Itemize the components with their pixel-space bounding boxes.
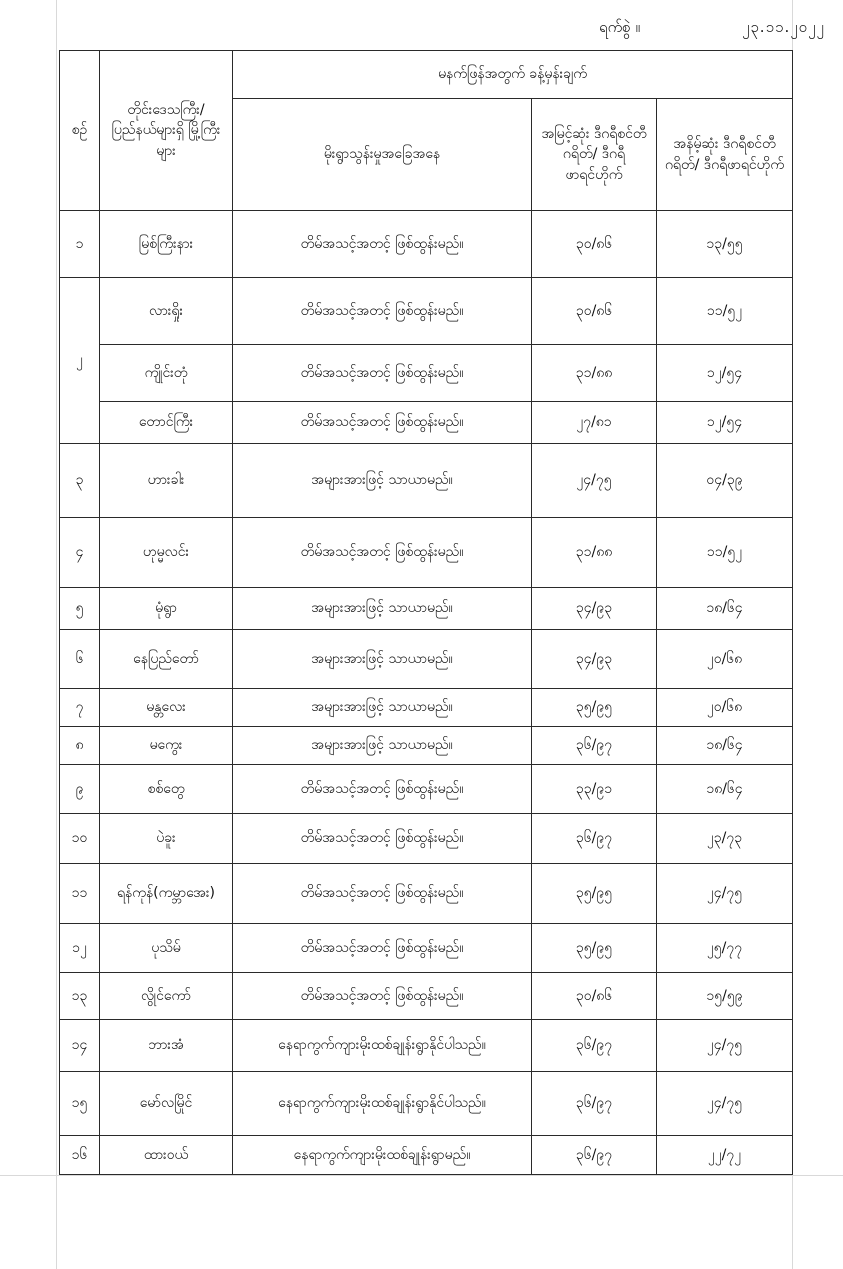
row-min-temp: ၂၂/၇၂ (657, 1136, 793, 1175)
table-row (60, 689, 793, 727)
row-no: ၈ (60, 727, 100, 765)
row-max-temp: ၃၁/၈၈ (532, 518, 657, 588)
table-row (60, 814, 793, 864)
row-condition: နေရာကွက်ကျားမိုးထစ်ချုန်းရွာနိုင်ပါသည်။ (233, 1020, 532, 1072)
row-max-temp: ၃၃/၉၁ (532, 765, 657, 814)
row-no: ၃ (60, 444, 100, 518)
header-forecast-group: မနက်ဖြန်အတွက် ခန့်မှန်းချက် (233, 51, 793, 99)
row-max-temp: ၃၄/၉၃ (532, 588, 657, 630)
row-min-temp: ၂၀/၆၈ (657, 689, 793, 727)
row-no: ၉ (60, 765, 100, 814)
row-max-temp: ၃၄/၉၃ (532, 630, 657, 689)
row-no: ၇ (60, 689, 100, 727)
row-town: ကျိုင်းတုံ (100, 345, 233, 402)
row-town: ဟားခါး (100, 444, 233, 518)
row-min-temp: ၁၅/၅၉ (657, 973, 793, 1020)
row-no: ၁၄ (60, 1020, 100, 1072)
row-condition: အများအားဖြင့် သာယာမည်။ (233, 727, 532, 765)
header-min-temp: အနိမ့်ဆုံး ဒီဂရီစင်တီဂရိတ်/ ဒီဂရီဖာရင်ဟိုက် (657, 99, 793, 211)
row-max-temp: ၂၇/၈၁ (532, 402, 657, 444)
row-max-temp: ၃၁/၈၈ (532, 345, 657, 402)
row-condition: တိမ်အသင့်အတင့် ဖြစ်ထွန်းမည်။ (233, 973, 532, 1020)
table-row (60, 588, 793, 630)
row-condition: တိမ်အသင့်အတင့် ဖြစ်ထွန်းမည်။ (233, 765, 532, 814)
row-no: ၁၂ (60, 924, 100, 973)
date-label: ရက်စွဲ ။ (599, 18, 641, 36)
table-row (60, 444, 793, 518)
row-min-temp: ၂၃/၇၃ (657, 814, 793, 864)
row-no: ၁၅ (60, 1072, 100, 1136)
row-max-temp: ၃၀/၈၆ (532, 278, 657, 345)
header-max-temp: အမြင့်ဆုံး ဒီဂရီစင်တီဂရိတ်/ ဒီဂရီဖာရင်ဟိုက် (532, 99, 657, 211)
row-min-temp: ၁၈/၆၄ (657, 765, 793, 814)
row-condition: အများအားဖြင့် သာယာမည်။ (233, 444, 532, 518)
row-condition: နေရာကွက်ကျားမိုးထစ်ချုန်းရွာနိုင်ပါသည်။ (233, 1072, 532, 1136)
row-town: ဟုမ္မလင်း (100, 518, 233, 588)
row-town: မော်လမြိုင် (100, 1072, 233, 1136)
row-no: ၄ (60, 518, 100, 588)
table-row (60, 211, 793, 278)
table-row (60, 864, 793, 924)
row-condition: အများအားဖြင့် သာယာမည်။ (233, 588, 532, 630)
row-condition: နေရာကွက်ကျားမိုးထစ်ချုန်းရွာမည်။ (233, 1136, 532, 1175)
table-row (60, 1020, 793, 1072)
row-town: မုံရွာ (100, 588, 233, 630)
row-max-temp: ၃၅/၉၅ (532, 924, 657, 973)
row-min-temp: ၁၈/၆၄ (657, 727, 793, 765)
header-town: တိုင်းဒေသကြီး/ ပြည်နယ်များရှိ မြို့ကြီးများ (100, 51, 233, 211)
row-min-temp: ၁၂/၅၄ (657, 402, 793, 444)
row-condition: အများအားဖြင့် သာယာမည်။ (233, 689, 532, 727)
date-header (56, 8, 825, 48)
header-no: စဉ် (60, 51, 100, 211)
row-condition: တိမ်အသင့်အတင့် ဖြစ်ထွန်းမည်။ (233, 864, 532, 924)
row-max-temp: ၃၆/၉၇ (532, 1072, 657, 1136)
row-min-temp: ၁၈/၆၄ (657, 588, 793, 630)
row-no: ၅ (60, 588, 100, 630)
row-max-temp: ၃၅/၉၅ (532, 689, 657, 727)
row-condition: တိမ်အသင့်အတင့် ဖြစ်ထွန်းမည်။ (233, 402, 532, 444)
row-town: ပဲခူး (100, 814, 233, 864)
row-no: ၁၆ (60, 1136, 100, 1175)
row-no: ၁ (60, 211, 100, 278)
bottom-margin-line (0, 1175, 843, 1176)
row-max-temp: ၃၀/၈၆ (532, 211, 657, 278)
row-min-temp: ၁၂/၅၄ (657, 345, 793, 402)
row-condition: တိမ်အသင့်အတင့် ဖြစ်ထွန်းမည်။ (233, 211, 532, 278)
row-max-temp: ၃၆/၉၇ (532, 1020, 657, 1072)
row-town: နေပြည်တော် (100, 630, 233, 689)
row-max-temp: ၂၄/၇၅ (532, 444, 657, 518)
table-row (60, 1072, 793, 1136)
row-no: ၁၀ (60, 814, 100, 864)
left-margin-line (56, 0, 57, 1269)
row-town: မန္တလေး (100, 689, 233, 727)
row-max-temp: ၃၆/၉၇ (532, 814, 657, 864)
row-min-temp: ၂၄/၇၅ (657, 864, 793, 924)
row-min-temp: ၂၄/၇၅ (657, 1072, 793, 1136)
row-town: ထားဝယ် (100, 1136, 233, 1175)
table-row (60, 630, 793, 689)
row-town: ရန်ကုန်(ကမ္ဘာအေး) (100, 864, 233, 924)
table-row (60, 924, 793, 973)
row-min-temp: ၂၅/၇၇ (657, 924, 793, 973)
date-value: ၂၃.၁၁.၂၀၂၂ (742, 18, 825, 36)
row-town: ဘားအံ (100, 1020, 233, 1072)
row-max-temp: ၃၅/၉၅ (532, 864, 657, 924)
row-town: တောင်ကြီး (100, 402, 233, 444)
row-condition: တိမ်အသင့်အတင့် ဖြစ်ထွန်းမည်။ (233, 345, 532, 402)
row-min-temp: ၂၄/၇၅ (657, 1020, 793, 1072)
row-max-temp: ၃၀/၈၆ (532, 973, 657, 1020)
forecast-table (59, 50, 793, 1175)
header-condition: မိုးရွာသွန်းမှုအခြေအနေ (233, 99, 532, 211)
row-no: ၁၃ (60, 973, 100, 1020)
row-no: ၂ (60, 278, 100, 444)
row-condition: တိမ်အသင့်အတင့် ဖြစ်ထွန်းမည်။ (233, 924, 532, 973)
row-no: ၆ (60, 630, 100, 689)
row-max-temp: ၃၆/၉၇ (532, 1136, 657, 1175)
row-min-temp: ၁၃/၅၅ (657, 211, 793, 278)
row-min-temp: ၁၁/၅၂ (657, 278, 793, 345)
row-max-temp: ၃၆/၉၇ (532, 727, 657, 765)
row-condition: အများအားဖြင့် သာယာမည်။ (233, 630, 532, 689)
table-row (60, 518, 793, 588)
table-row (60, 727, 793, 765)
table-row (60, 402, 793, 444)
row-min-temp: ၁၁/၅၂ (657, 518, 793, 588)
row-town: လွိုင်ကော် (100, 973, 233, 1020)
row-no: ၁၁ (60, 864, 100, 924)
row-town: မြစ်ကြီးနား (100, 211, 233, 278)
table-row (60, 345, 793, 402)
row-town: မကွေး (100, 727, 233, 765)
header-row-1 (60, 51, 793, 99)
table-row (60, 278, 793, 345)
row-town: စစ်တွေ (100, 765, 233, 814)
row-min-temp: ၀၄/၃၉ (657, 444, 793, 518)
table-row (60, 765, 793, 814)
row-condition: တိမ်အသင့်အတင့် ဖြစ်ထွန်းမည်။ (233, 814, 532, 864)
row-min-temp: ၂၀/၆၈ (657, 630, 793, 689)
row-condition: တိမ်အသင့်အတင့် ဖြစ်ထွန်းမည်။ (233, 278, 532, 345)
table-row (60, 973, 793, 1020)
row-condition: တိမ်အသင့်အတင့် ဖြစ်ထွန်းမည်။ (233, 518, 532, 588)
row-town: ပုသိမ် (100, 924, 233, 973)
table-row (60, 1136, 793, 1175)
row-town: လားရှိုး (100, 278, 233, 345)
